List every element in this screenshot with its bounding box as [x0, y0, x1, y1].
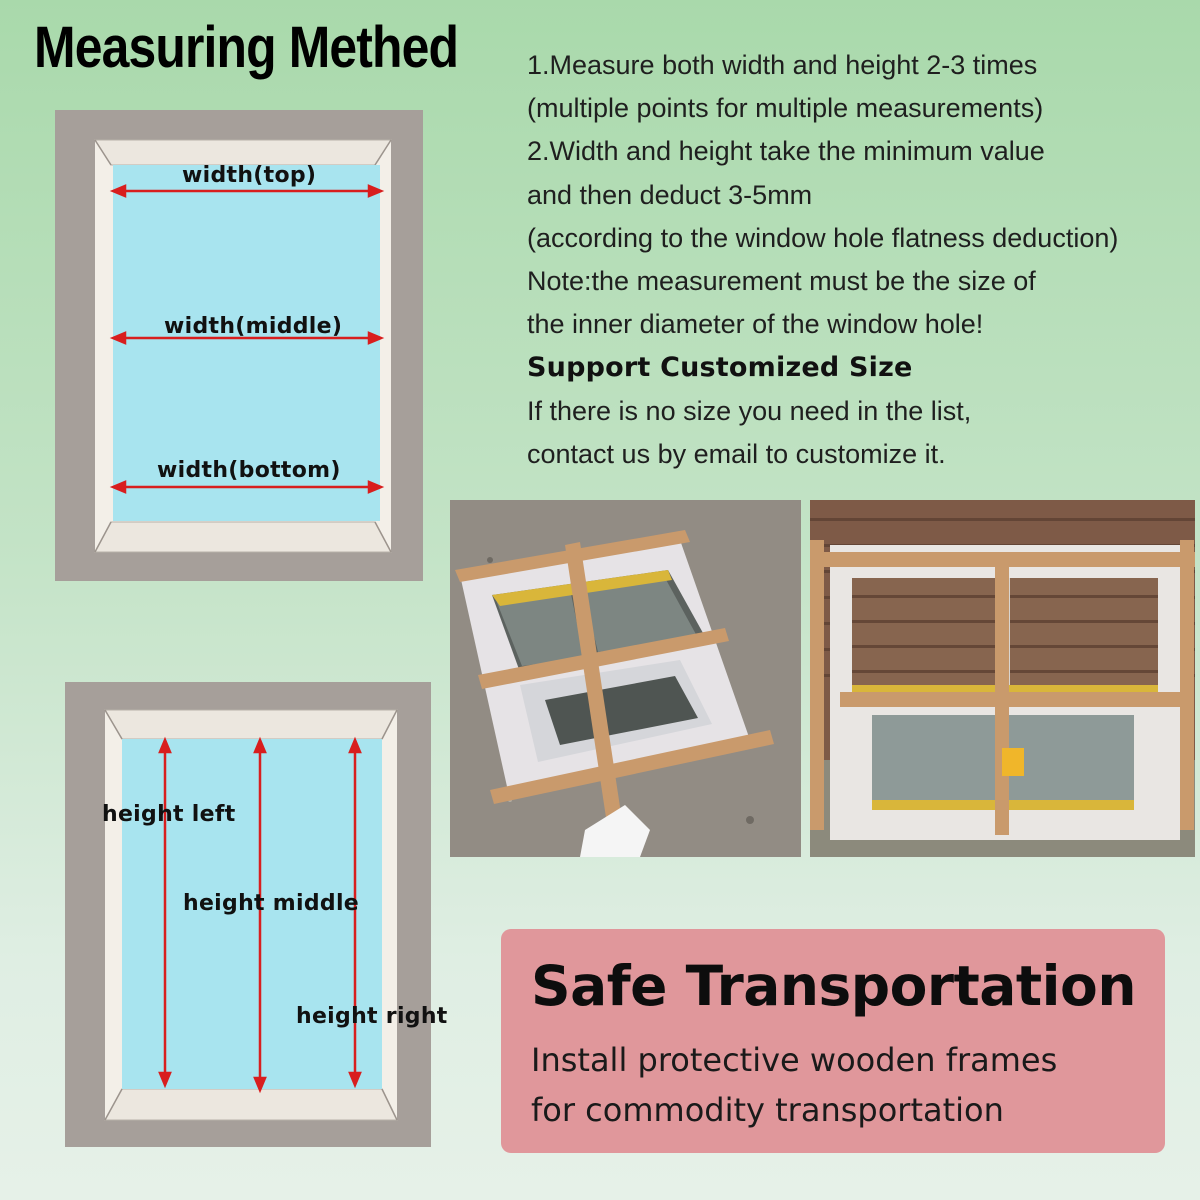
custom-size-line: contact us by email to customize it.	[527, 438, 946, 469]
height-right-label: height right	[296, 1004, 448, 1029]
window-packed-wooden-frame-photo	[450, 500, 801, 857]
instruction-line: (according to the window hole flatness deduction)	[527, 222, 1119, 253]
instruction-line: the inner diameter of the window hole!	[527, 309, 984, 340]
safe-transportation-callout	[501, 929, 1165, 1153]
height-middle-label: height middle	[183, 891, 360, 916]
instruction-line: Note:the measurement must be the size of	[527, 266, 1036, 297]
width-top-label: width(top)	[182, 163, 317, 188]
page-title: Measuring Methed	[34, 15, 459, 80]
custom-size-heading: Support Customized Size	[527, 352, 913, 384]
callout-title: Safe Transportation	[531, 954, 1136, 1018]
instruction-line: (multiple points for multiple measurements)	[527, 93, 1044, 124]
width-middle-label: width(middle)	[164, 314, 343, 339]
custom-size-line: If there is no size you need in the list,	[527, 395, 972, 426]
callout-line: for commodity transportation	[531, 1091, 1004, 1129]
instruction-line: 1.Measure both width and height 2-3 times	[527, 50, 1038, 80]
measuring-instructions	[527, 44, 1197, 476]
width-measure-diagram	[55, 110, 423, 581]
callout-line: Install protective wooden frames	[531, 1041, 1058, 1079]
height-left-label: height left	[102, 802, 236, 827]
instruction-line: and then deduct 3-5mm	[527, 179, 813, 210]
height-measure-diagram	[65, 682, 448, 1147]
width-bottom-label: width(bottom)	[157, 458, 341, 483]
window-upright-wooden-frame-photo	[810, 500, 1195, 857]
instruction-line: 2.Width and height take the minimum value	[527, 136, 1045, 167]
